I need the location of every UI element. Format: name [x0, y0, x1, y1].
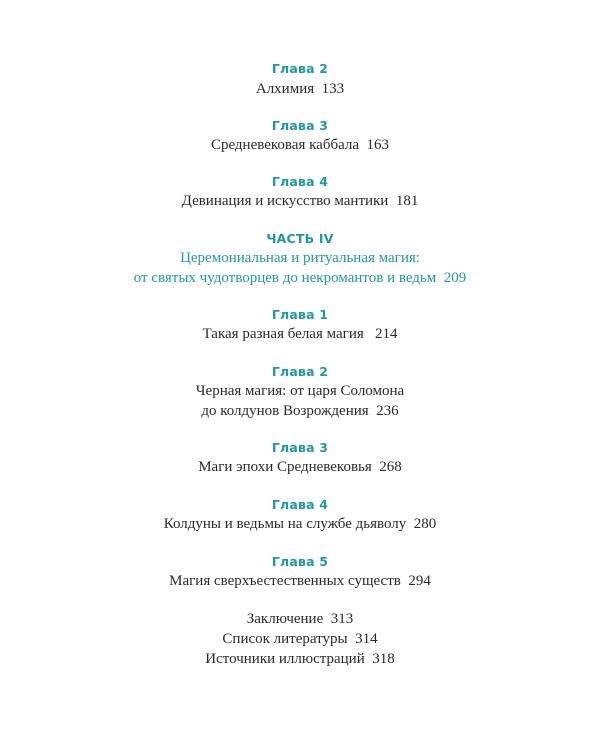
toc-entry — [0, 513, 600, 535]
toc-entry — [0, 134, 600, 156]
page-number: 318 — [372, 651, 395, 667]
entry-title: Колдуны и ведьмы на службе дьяволу — [163, 516, 407, 532]
entry-title: Алхимия — [255, 81, 315, 97]
chapter-heading: Глава 3 — [271, 440, 329, 455]
toc-entry-bibliography — [0, 628, 600, 650]
page-number: 181 — [395, 193, 419, 209]
chapter-heading: Глава 2 — [271, 61, 329, 76]
page-number: 314 — [355, 631, 378, 647]
toc-entry — [0, 570, 600, 592]
entry-title: Источники иллюстраций — [205, 651, 365, 667]
toc-entry — [0, 323, 600, 345]
toc-entry — [0, 456, 600, 478]
page-number: 280 — [413, 516, 437, 532]
toc-entry-line2 — [0, 400, 600, 422]
chapter-heading: Глава 4 — [271, 174, 329, 189]
entry-title: Список литературы — [222, 631, 348, 647]
toc-entry-illustrations — [0, 648, 600, 670]
part-heading: ЧАСТЬ IV — [266, 231, 334, 246]
page-number: 133 — [321, 81, 345, 97]
page-number: 209 — [443, 270, 467, 286]
entry-title: от святых чудотворцев до некромантов и ведьм — [133, 270, 437, 286]
part-title-line1: Церемониальная и ритуальная магия: — [180, 250, 420, 266]
part-title-line2 — [0, 267, 600, 289]
entry-title: до колдунов Возрождения — [201, 403, 369, 419]
entry-title: Такая разная белая магия — [202, 326, 364, 342]
toc-entry — [0, 190, 600, 212]
chapter-heading: Глава 4 — [271, 497, 329, 512]
chapter-heading: Глава 2 — [271, 364, 329, 379]
toc-entry-line1: Черная магия: от царя Соломона — [195, 383, 405, 399]
toc-entry-conclusion — [0, 608, 600, 630]
entry-title: Девинация и искусство мантики — [181, 193, 389, 209]
chapter-heading: Глава 5 — [271, 554, 329, 569]
page-number: 236 — [376, 403, 399, 419]
page-number: 214 — [375, 326, 398, 342]
entry-title: Заключение — [246, 611, 324, 627]
entry-title: Маги эпохи Средневековья — [198, 459, 372, 475]
chapter-heading: Глава 3 — [271, 118, 329, 133]
page-number: 268 — [379, 459, 402, 475]
toc-entry — [0, 78, 600, 100]
page-number: 313 — [330, 611, 354, 627]
entry-title: Магия сверхъестественных существ — [169, 573, 401, 589]
entry-title: Средневековая каббала — [210, 137, 360, 153]
page-number: 294 — [408, 573, 431, 589]
chapter-heading: Глава 1 — [271, 307, 329, 322]
page-number: 163 — [366, 137, 390, 153]
